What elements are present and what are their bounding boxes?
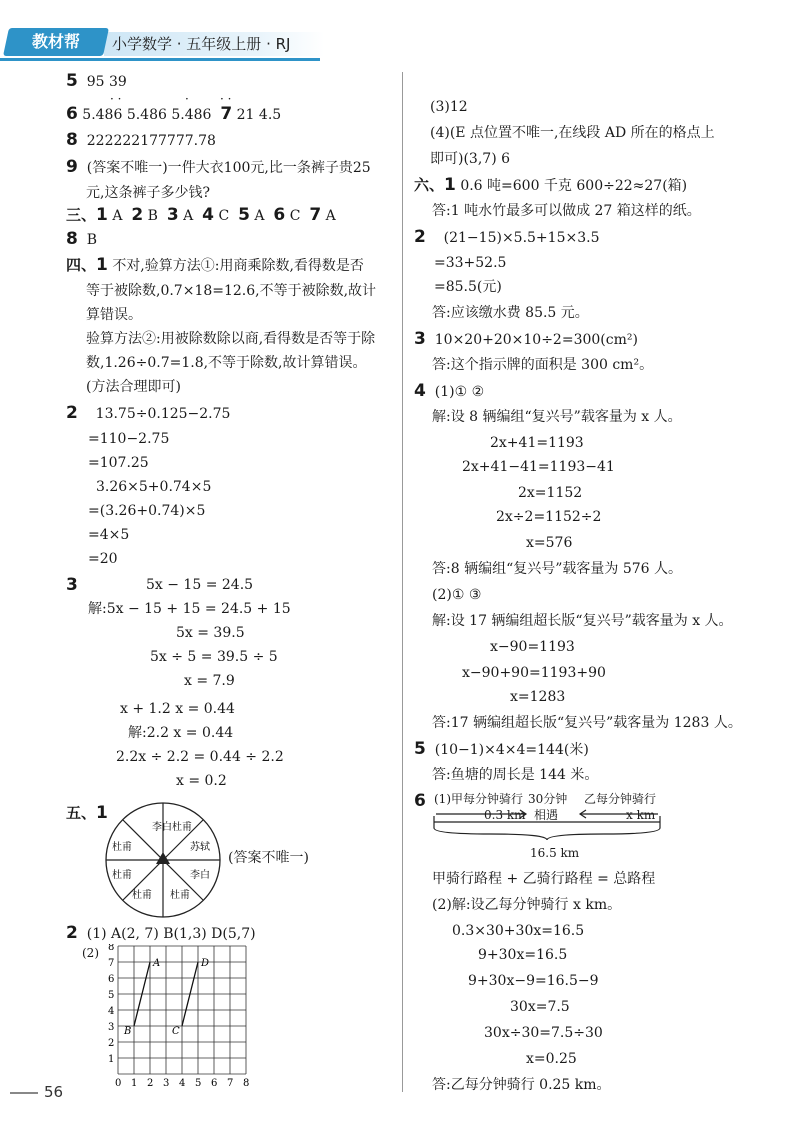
- sec4-q3-line: 解:2.2 x = 0.44: [128, 725, 234, 741]
- r-q3-row: [414, 330, 638, 349]
- diagram-left-label: (1)甲每分钟骑行: [434, 792, 523, 806]
- r-q5-row: [414, 740, 589, 759]
- spinner-wheel: [100, 800, 230, 920]
- sec4-q1-number: 1: [96, 255, 108, 275]
- brand-label: 教材帮: [31, 32, 80, 51]
- sec4-q1-row: [66, 256, 364, 275]
- point-label: A: [153, 958, 161, 969]
- r-q6-row: [414, 792, 426, 811]
- diagram-right-value: x km: [626, 808, 656, 822]
- total-brace: [434, 828, 660, 840]
- y-tick-label: 8: [108, 944, 115, 953]
- sec5-q2-line: (1) A(2, 7) B(1,3) D(5,7): [86, 926, 256, 942]
- x-tick-label: 3: [163, 1078, 170, 1089]
- r-q6-line: 0.3×30+30x=16.5: [452, 923, 585, 939]
- r-q3-text: 10×20+20×10÷2=300(cm²): [434, 332, 638, 348]
- r-q4-part: (2)① ③: [432, 587, 482, 603]
- sec4-q3-line: 2.2x ÷ 2.2 = 0.44 ÷ 2.2: [116, 749, 284, 765]
- sec4-q1-line: 算错误。: [86, 307, 142, 323]
- sec3-q8-answer: B: [86, 232, 98, 248]
- r-q6-number: 6: [414, 791, 426, 811]
- q8-row: [66, 131, 216, 150]
- r-q1-answer: 答:1 吨水竹最多可以做成 27 箱这样的纸。: [432, 203, 701, 219]
- r-q6-line: 9+30x−9=16.5−9: [468, 973, 599, 989]
- point-label: B: [124, 1026, 132, 1037]
- r-q4-number: 4: [414, 381, 426, 401]
- r-q4-line: 解:设 8 辆编组“复兴号”载客量为 x 人。: [432, 409, 682, 425]
- footer-rule: [10, 1092, 38, 1094]
- sec4-q2-line: =107.25: [88, 455, 149, 471]
- sec3-q-number: 7: [309, 205, 322, 225]
- q7-text: 21 4.5: [236, 107, 282, 123]
- r-q2-line: (21−15)×5.5+15×3.5: [443, 230, 600, 246]
- diagram-mid-top: 30分钟: [528, 792, 568, 806]
- sec3-row: [66, 206, 336, 225]
- r-q4-part: (1)① ②: [434, 384, 485, 400]
- y-tick-label: 2: [108, 1038, 115, 1049]
- r-q4-row: [414, 382, 484, 401]
- sec5-q2-row: [66, 924, 256, 943]
- q9-number: 9: [66, 157, 78, 177]
- point-label: C: [172, 1026, 180, 1037]
- wheel-label: 杜甫: [112, 842, 132, 853]
- r-q3-number: 3: [414, 329, 426, 349]
- x-tick-label: 4: [179, 1078, 186, 1089]
- y-tick-label: 3: [108, 1022, 115, 1033]
- sec4-q3-line: x = 7.9: [184, 673, 235, 689]
- q8-number: 8: [66, 130, 78, 150]
- sec5-q1-number: 1: [96, 803, 108, 823]
- q9-line1: (答案不唯一)一件大衣100元,比一条裤子贵25: [86, 160, 371, 176]
- sec4-q3-line: 解:5x − 15 + 15 = 24.5 + 15: [88, 601, 291, 617]
- wheel-label: 杜甫: [132, 890, 152, 901]
- sec4-label: 四、: [66, 256, 97, 274]
- sec4-q2-line: =20: [88, 551, 118, 567]
- sec3-answer: A: [112, 208, 123, 224]
- q7-number: 7: [220, 104, 233, 124]
- sec4-q1-line: 数,1.26÷0.7=1.8,不等于除数,故计算错误。: [86, 355, 367, 371]
- r-line: (4)(E 点位置不唯一,在线段 AD 所在的格点上: [430, 125, 715, 141]
- y-tick-label: 5: [108, 990, 115, 1001]
- header-title: 小学数学 · 五年级上册 · RJ: [112, 35, 291, 53]
- r-q5-number: 5: [414, 739, 426, 759]
- sec4-q1-line: 等于被除数,0.7×18=12.6,不等于被除数,故计: [86, 283, 377, 299]
- sec4-q1-line: (方法合理即可): [86, 379, 181, 395]
- x-tick-label: 7: [227, 1078, 234, 1089]
- q5-text: 95 39: [86, 74, 127, 90]
- r-line: (3)12: [430, 99, 468, 115]
- r-q2-number: 2: [414, 227, 426, 247]
- r-q4-line: 解:设 17 辆编组超长版“复兴号”载客量为 x 人。: [432, 613, 733, 629]
- r-q4-line: 2x÷2=1152÷2: [496, 509, 602, 525]
- sec4-q3-line: 5x − 15 = 24.5: [146, 577, 254, 593]
- r-q2-line: =33+52.5: [434, 255, 507, 271]
- r-q6-answer: 答:乙每分钟骑行 0.25 km。: [432, 1077, 611, 1093]
- x-tick-label: 1: [131, 1078, 138, 1089]
- r-q6-equation: 甲骑行路程 + 乙骑行路程 = 总路程: [432, 871, 656, 887]
- sec3-q-number: 4: [202, 205, 215, 225]
- sec6-label: 六、: [414, 176, 445, 194]
- r-q1-text: 0.6 吨=600 千克 600÷22≈27(箱): [460, 178, 688, 194]
- sec4-q1-line: 不对,验算方法①:用商乘除数,看得数是否: [112, 258, 364, 274]
- r-q2-answer: 答:应该缴水费 85.5 元。: [432, 305, 589, 321]
- sec5-q2-number: 2: [66, 923, 78, 943]
- x-tick-label: 8: [243, 1078, 250, 1089]
- sec3-answer: C: [289, 208, 301, 224]
- q9-row: [66, 158, 371, 177]
- x-tick-label: 2: [147, 1078, 154, 1089]
- sec3-answer: A: [254, 208, 265, 224]
- r-q4-line: x=576: [526, 535, 573, 551]
- sec3-q8-number: 8: [66, 229, 78, 249]
- sec4-q2-line: =4×5: [88, 527, 130, 543]
- repeat-dot: ·: [185, 92, 189, 106]
- brand-badge: [3, 28, 109, 56]
- sec3-answer: A: [325, 208, 336, 224]
- sec5-label: 五、: [66, 804, 97, 822]
- page-header: [0, 28, 330, 62]
- r-q6-line: x=0.25: [526, 1051, 577, 1067]
- sec4-q3-line: x = 0.2: [176, 773, 227, 789]
- sec4-q3-number: [66, 576, 78, 595]
- sec3-answer: A: [183, 208, 194, 224]
- r-q6-part: (2)解:设乙每分钟骑行 x km。: [432, 897, 622, 913]
- sec4-q3-line: 5x = 39.5: [176, 625, 245, 641]
- sec4-q2-line: 3.26×5+0.74×5: [96, 479, 212, 495]
- coordinate-grid: [100, 944, 270, 1090]
- wheel-label: 苏轼: [190, 842, 210, 853]
- r-q3-answer: 答:这个指示牌的面积是 300 cm²。: [432, 357, 654, 373]
- y-tick-label: 6: [108, 974, 115, 985]
- q5-row: [66, 72, 127, 91]
- r-q4-line: 2x=1152: [518, 485, 583, 501]
- sec3-q-number: 5: [238, 205, 250, 225]
- y-tick-label: 7: [108, 958, 115, 969]
- sec3-q-number: 3: [166, 205, 179, 225]
- header-stripe: [0, 58, 320, 61]
- sec4-q2-row: [66, 404, 230, 423]
- sec4-q2-line: =(3.26+0.74)×5: [88, 503, 206, 519]
- diagram-right-label: 乙每分钟骑行: [584, 792, 657, 806]
- page-number: 56: [44, 1083, 64, 1101]
- r-q4-line: 2x+41=1193: [490, 435, 584, 451]
- r-q4-line: 2x+41−41=1193−41: [462, 459, 615, 475]
- pointer-icon: [156, 852, 170, 864]
- r-q6-line: 30x=7.5: [510, 999, 570, 1015]
- q6-text: 5.486 5.486 5.486: [82, 107, 212, 123]
- diagram-total: 16.5 km: [530, 846, 580, 860]
- sec4-q3-line: x + 1.2 x = 0.44: [120, 701, 235, 717]
- r-q2-row: [414, 228, 599, 247]
- r-q2-line: =85.5(元): [434, 279, 502, 295]
- x-tick-label: 6: [211, 1078, 218, 1089]
- point-label: D: [201, 958, 210, 969]
- sec4-q2-number: 2: [66, 403, 78, 423]
- r-q1-number: 1: [444, 175, 456, 195]
- q5-number: 5: [66, 71, 78, 91]
- sec3-answer: B: [147, 208, 158, 224]
- r-q6-line: 30x÷30=7.5÷30: [484, 1025, 603, 1041]
- r-q4-line: x−90=1193: [490, 639, 575, 655]
- wheel-label: 杜甫: [172, 822, 192, 833]
- sec4-q2-line: =110−2.75: [88, 431, 170, 447]
- r-q1-row: [414, 176, 687, 195]
- diagram-mid-bottom: 相遇: [534, 808, 559, 822]
- q3-number: 3: [66, 575, 78, 595]
- q6-number: 6: [66, 104, 78, 124]
- sec3-q8-row: [66, 230, 97, 249]
- repeat-dot: · ·: [110, 92, 122, 106]
- wheel-label: 李白: [190, 870, 210, 881]
- r-q5-text: (10−1)×4×4=144(米): [434, 742, 589, 758]
- distance-diagram: [430, 804, 670, 844]
- r-line: 即可)(3,7) 6: [430, 151, 511, 167]
- wheel-label: 杜甫: [112, 870, 132, 881]
- sec3-label: 三、: [66, 206, 97, 224]
- grid-label: (2): [82, 946, 99, 960]
- sec3-answer: C: [218, 208, 230, 224]
- r-q4-line: x=1283: [510, 689, 566, 705]
- r-q5-answer: 答:鱼塘的周长是 144 米。: [432, 767, 599, 783]
- wheel-note: (答案不唯一): [228, 850, 309, 866]
- x-tick-label: 0: [115, 1078, 122, 1089]
- r-q4-line: x−90+90=1193+90: [462, 665, 606, 681]
- q9-line2: 元,这条裤子多少钱?: [86, 185, 210, 201]
- q8-text: 222222177777.78: [86, 133, 216, 149]
- sec4-q1-line: 验算方法②:用被除数除以商,看得数是否等于除: [86, 331, 376, 347]
- x-tick-label: 5: [195, 1078, 202, 1089]
- r-q6-line: 9+30x=16.5: [478, 947, 568, 963]
- r-q4-answer: 答:17 辆编组超长版“复兴号”载客量为 1283 人。: [432, 715, 742, 731]
- diagram-left-value: 0.3 km: [484, 808, 526, 822]
- repeat-dot: · ·: [220, 92, 232, 106]
- sec3-q-number: 6: [273, 205, 286, 225]
- y-tick-label: 1: [108, 1054, 115, 1065]
- q6-row: [66, 105, 281, 124]
- r-q4-answer: 答:8 辆编组“复兴号”载客量为 576 人。: [432, 561, 683, 577]
- sec3-q-number: 1: [96, 205, 108, 225]
- wheel-label: 杜甫: [170, 890, 190, 901]
- wheel-label: 李白: [152, 822, 172, 833]
- sec4-q3-line: 5x ÷ 5 = 39.5 ÷ 5: [150, 649, 278, 665]
- column-divider: [402, 72, 403, 1092]
- y-tick-label: 4: [108, 1006, 115, 1017]
- sec3-q-number: 2: [131, 205, 144, 225]
- sec4-q2-line: 13.75÷0.125−2.75: [95, 406, 231, 422]
